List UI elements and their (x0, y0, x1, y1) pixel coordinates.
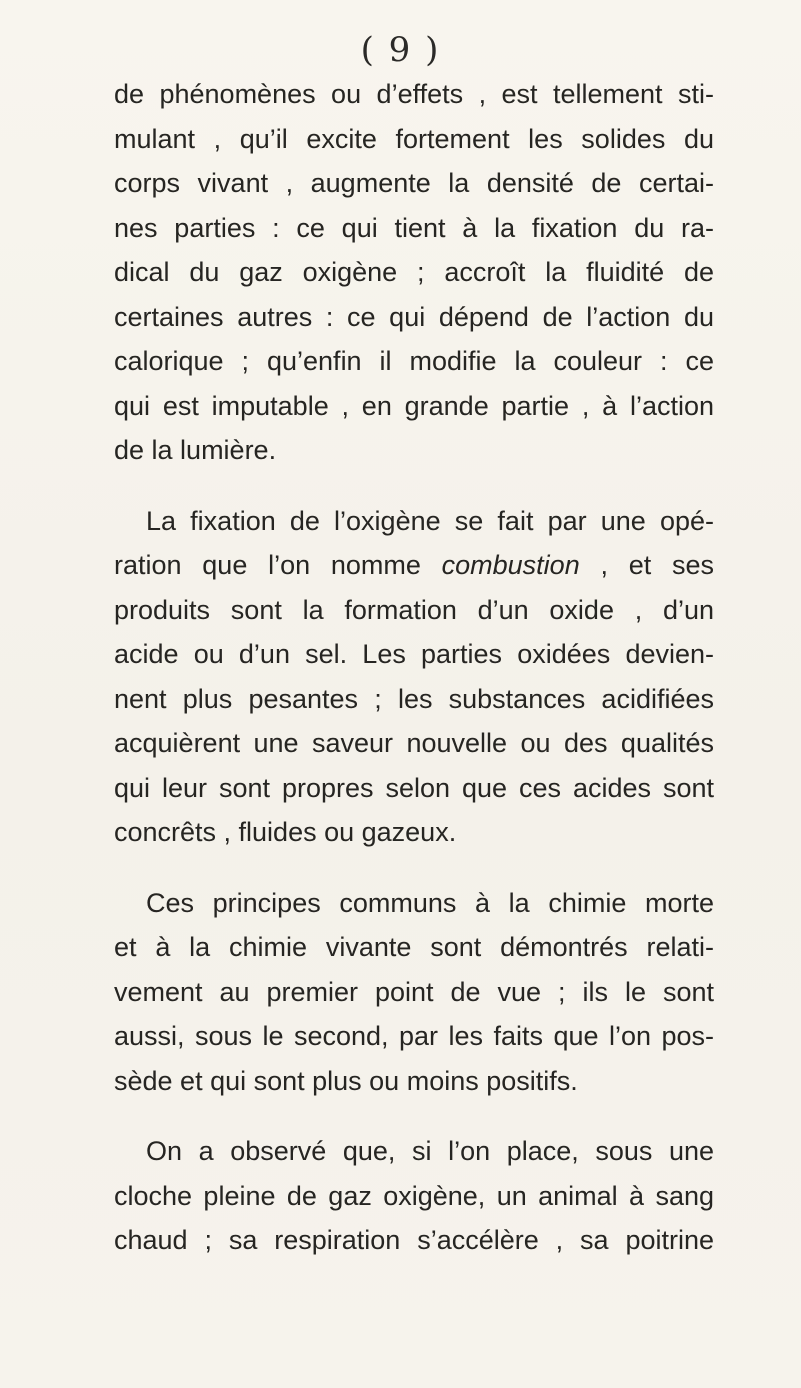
text-line: corps vivant , augmente la densité de certai- (114, 168, 714, 198)
body-text (114, 72, 714, 1263)
text-line: aussi, sous le second, par les faits que l’on pos- (114, 1021, 714, 1051)
text-line: et à la chimie vivante sont démontrés relati- (114, 932, 714, 962)
text-line: La fixation de l’oxigène se fait par une opé- (146, 505, 714, 536)
text-line: dical du gaz oxigène ; accroît la fluidité de (114, 257, 714, 287)
text-line: produits sont la formation d’un oxide , d’un (114, 594, 714, 625)
text-line: nes parties : ce qui tient à la fixation du ra- (114, 212, 714, 243)
text-line: mulant , qu’il excite fortement les solides du (114, 123, 714, 154)
paragraph-gap (114, 1103, 714, 1129)
text-line: acquièrent une saveur nouvelle ou des qualités (114, 728, 714, 758)
text-line: cloche pleine de gaz oxigène, un animal à sang (114, 1180, 714, 1211)
page-number: ( 9 ) (360, 30, 441, 70)
text-line: acide ou d’un sel. Les parties oxidées devien- (114, 639, 714, 669)
text-line: Ces principes communs à la chimie morte (146, 887, 714, 918)
text-line: nent plus pesantes ; les substances acidifiées (114, 683, 714, 714)
text-line: ration que l’on nomme combustion , et ses (114, 550, 714, 580)
text-line: certaines autres : ce qui dépend de l’action du (114, 301, 714, 332)
paragraph-gap (114, 855, 714, 881)
text-line: qui est imputable , en grande partie , à l’action (114, 390, 714, 421)
paragraph-2 (114, 499, 714, 855)
text-line: de phénomènes ou d’effets , est tellement sti- (114, 79, 714, 109)
text-line: de la lumière. (114, 435, 277, 465)
paragraph-4 (114, 1129, 714, 1263)
paragraph-gap (114, 473, 714, 499)
text-line: sède et qui sont plus ou moins positifs. (114, 1065, 578, 1096)
text-line: calorique ; qu’enfin il modifie la couleur : ce (114, 346, 714, 376)
text-line: qui leur sont propres selon que ces acides sont (114, 772, 714, 803)
paragraph-3 (114, 881, 714, 1104)
text-line: On a observé que, si l’on place, sous une (146, 1136, 714, 1166)
text-line: vement au premier point de vue ; ils le sont (114, 976, 714, 1007)
text-line: chaud ; sa respiration s’accélère , sa poitrine (114, 1225, 714, 1255)
text-line: concrêts , fluides ou gazeux. (114, 817, 457, 847)
italic-word: combustion (441, 550, 580, 580)
paragraph-1 (114, 72, 714, 473)
